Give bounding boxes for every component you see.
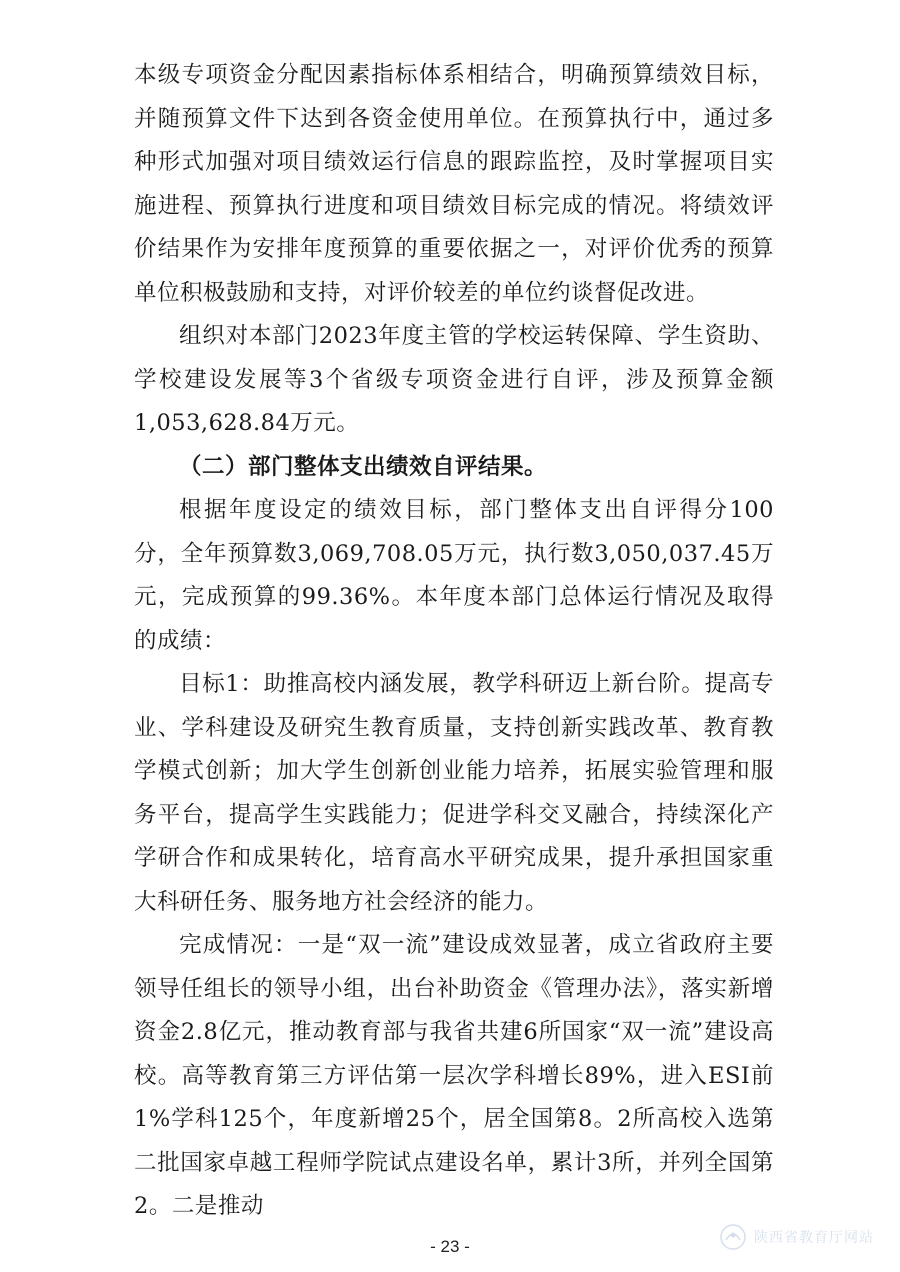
emblem-icon (718, 1222, 748, 1252)
watermark-text: 陕西省教育厅网站 (754, 1230, 874, 1246)
site-watermark (718, 1222, 874, 1252)
paragraph-completion-status: 完成情况：一是“双一流”建设成效显著，成立省政府主要领导任组长的领导小组，出台补助资金《管理办法》，落实新增资金2.8亿元，推动教育部与我省共建6所国家“双一流”建设高校。高等教育第三方评估第一层次学科增长89%，进入ESI前1%学科125个，年度新增25个，居全国第8。2所高校入选第二批国家卓越工程师学院试点建设名单，累计3所，并列全国第2。二是推动 (134, 932, 774, 1219)
paragraph-budget-results: 根据年度设定的绩效目标，部门整体支出自评得分100分，全年预算数3,069,708.05万元，执行数3,050,037.45万元，完成预算的99.36%。本年度本部门总体运行情况及取得的成绩： (134, 497, 774, 654)
page-number: - 23 - (430, 1237, 470, 1256)
paragraph-goal-1: 目标1：助推高校内涵发展，教学科研迈上新台阶。提高专业、学科建设及研究生教育质量，支持创新实践改革、教育教学模式创新；加大学生创新创业能力培养，拓展实验管理和服务平台，提高学生实践能力；促进学科交叉融合，持续深化产学研合作和成果转化，培育高水平研究成果，提升承担国家重大科研任务、服务地方社会经济的能力。 (134, 671, 774, 915)
section-heading-department-self-evaluation: （二）部门整体支出绩效自评结果。 (179, 453, 548, 480)
paragraph-continuation: 本级专项资金分配因素指标体系相结合，明确预算绩效目标，并随预算文件下达到各资金使用单位。在预算执行中，通过多种形式加强对项目绩效运行信息的跟踪监控，及时掌握项目实施进程、预算执行进度和项目绩效目标完成的情况。将绩效评价结果作为安排年度预算的重要依据之一，对评价优秀的预算单位积极鼓励和支持，对评价较差的单位约谈督促改进。 (134, 62, 774, 306)
paragraph-self-evaluation-scope: 组织对本部门2023年度主管的学校运转保障、学生资助、学校建设发展等3个省级专项资金进行自评，涉及预算金额1,053,628.84万元。 (134, 323, 774, 436)
document-body (134, 54, 774, 1229)
